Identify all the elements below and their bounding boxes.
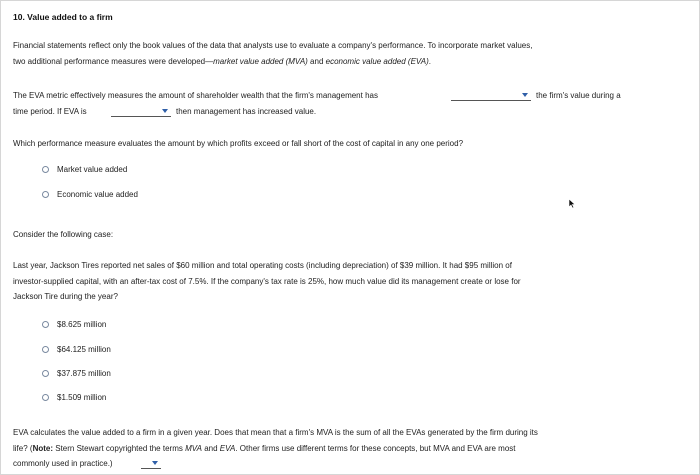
radio-button[interactable] (42, 370, 49, 377)
option-economic-value-added[interactable]: Economic value added (42, 190, 138, 199)
radio-button[interactable] (42, 191, 49, 198)
chevron-down-icon (152, 461, 158, 465)
option-8-625-million[interactable]: $8.625 million (42, 320, 106, 329)
radio-button[interactable] (42, 166, 49, 173)
eva-statement: The EVA metric effectively measures the amount of shareholder wealth that the firm's management has the firm's value during a time period. If EVA is then management has increased value. (13, 91, 621, 116)
radio-button[interactable] (42, 321, 49, 328)
question-title: 10. Value added to a firm (13, 12, 113, 22)
chevron-down-icon (522, 93, 528, 97)
chevron-down-icon (162, 109, 168, 113)
mouse-pointer-icon (568, 198, 576, 209)
option-1-509-million[interactable]: $1.509 million (42, 393, 106, 402)
radio-button[interactable] (42, 394, 49, 401)
option-37-875-million[interactable]: $37.875 million (42, 369, 111, 378)
option-market-value-added[interactable]: Market value added (42, 165, 127, 174)
case-heading: Consider the following case: (13, 230, 114, 239)
radio-button[interactable] (42, 346, 49, 353)
case-paragraph: Last year, Jackson Tires reported net sales of $60 million and total operating costs (including depreciation) of $39 million. It had $95 million of investor-supplied capital, with an after-tax cost of 7.5%. If the company's tax rate is 25%, how much value did its management create or lose for Jackson Tire during the year? (13, 261, 521, 301)
mva-dropdown[interactable] (141, 459, 161, 469)
option-64-125-million[interactable]: $64.125 million (42, 345, 111, 354)
closing-paragraph: EVA calculates the value added to a firm in a given year. Does that mean that a firm's MVA is the sum of all the EVAs generated by the firm during its life? (Note: Stern Stewart copyrighted the terms MVA and EVA. Other firms use different terms for these concepts, but MVA and EVA are most commonly used in practice.) (13, 428, 538, 468)
eva-dropdown-1[interactable] (451, 91, 531, 101)
q1-prompt: Which performance measure evaluates the amount by which profits exceed or fall short of the cost of capital in any one period? (13, 139, 464, 148)
eva-dropdown-2[interactable] (111, 107, 171, 117)
intro-paragraph: Financial statements reflect only the book values of the data that analysts use to evaluate a company's performance. To incorporate market values, two additional performance measures were developed—market value added (MVA) and economic value added (EVA). (13, 41, 533, 66)
